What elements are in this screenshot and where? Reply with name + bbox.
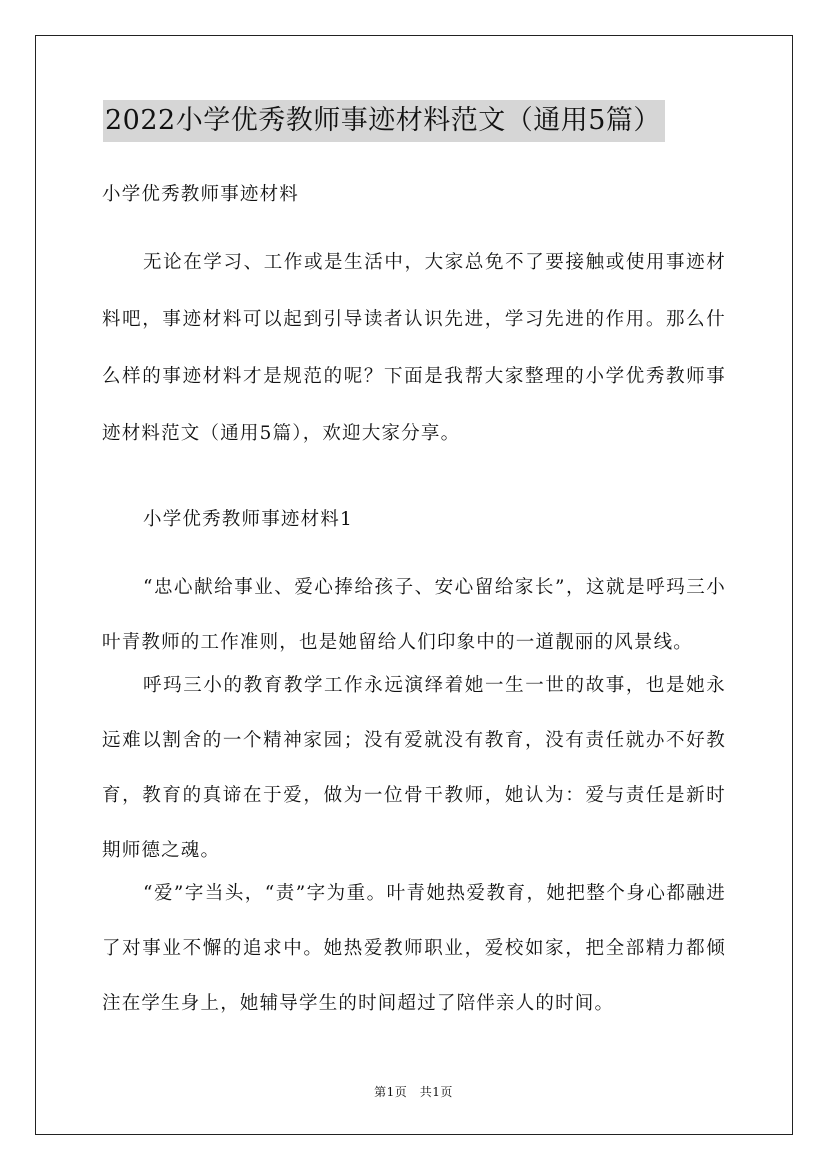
page-number: 第1页 共1页	[374, 1085, 453, 1099]
document-title: 2022小学优秀教师事迹材料范文（通用5篇）	[103, 100, 665, 142]
document-subtitle: 小学优秀教师事迹材料	[102, 184, 300, 205]
body-paragraph-2: 呼玛三小的教育教学工作永远演绎着她一生一世的故事，也是她永远难以割舍的一个精神家园；没有爱就没有教育，没有责任就办不好教育，教育的真谛在于爱，做为一位骨干教师，她认为：爱与责任是新时期师德之魂。	[102, 675, 726, 861]
intro-paragraph: 无论在学习、工作或是生活中，大家总免不了要接触或使用事迹材料吧，事迹材料可以起到引导读者认识先进，学习先进的作用。那么什么样的事迹材料才是规范的呢？下面是我帮大家整理的小学优秀教师事迹材料范文（通用5篇），欢迎大家分享。	[102, 252, 726, 444]
body-paragraph-3: “爱”字当头，“责”字为重。叶青她热爱教育，她把整个身心都融进了对事业不懈的追求中。她热爱教师职业，爱校如家，把全部精力都倾注在学生身上，她辅导学生的时间超过了陪伴亲人的时间。	[102, 883, 726, 1014]
section-heading: 小学优秀教师事迹材料1	[143, 509, 353, 530]
body-paragraph-1: “忠心献给事业、爱心捧给孩子、安心留给家长”，这就是呼玛三小叶青教师的工作准则，也是她留给人们印象中的一道靓丽的风景线。	[102, 577, 726, 653]
